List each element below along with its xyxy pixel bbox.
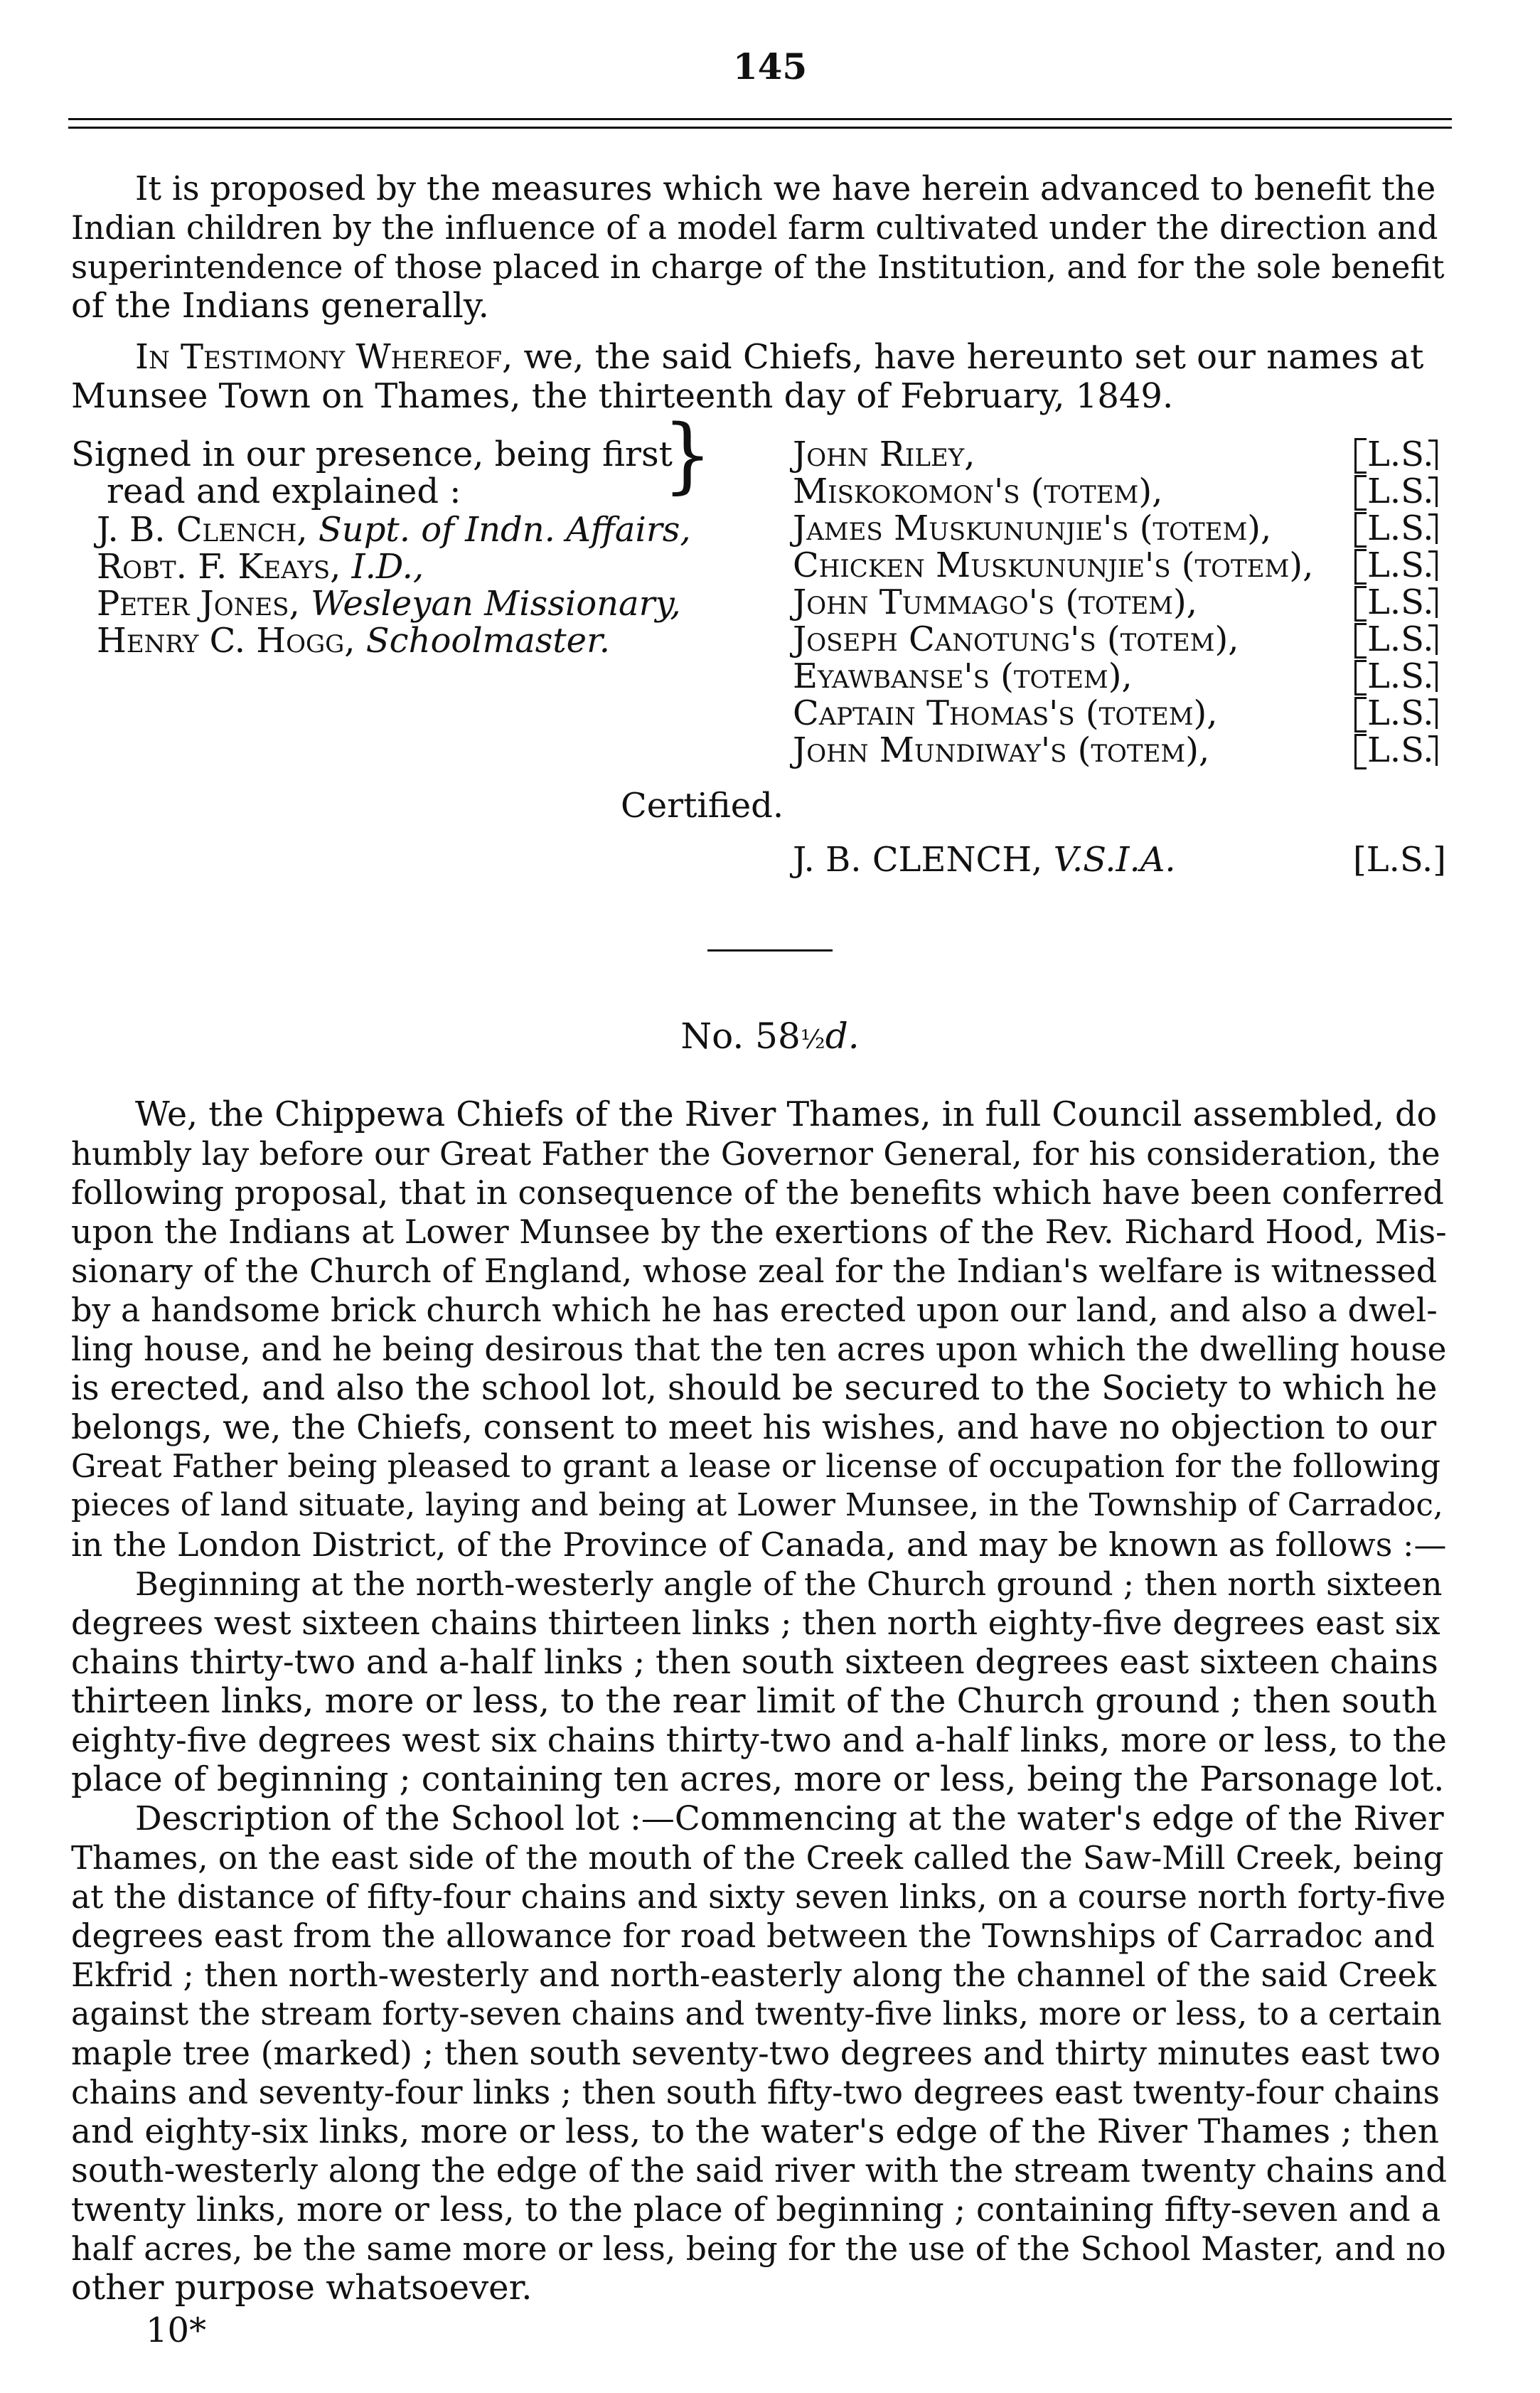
seal-bracket-icon [1354,697,1367,732]
seal-mark: L.S. [1354,472,1434,511]
header-rule-top [68,118,1452,120]
text-line: thirteen links, more or less, to the rear limit of the Church ground ; then south [71,1681,1438,1721]
certified-signature: J. B. CLENCH, V.S.I.A. [793,840,1176,880]
text-line: against the stream forty-seven chains and twenty-five links, more or less, to a certain [71,1996,1442,2032]
signatory-name: John Mundiway's (totem), [793,730,1210,770]
text-line: upon the Indians at Lower Munsee by the exertions of the Rev. Richard Hood, Mis- [71,1213,1447,1251]
text-line: south-westerly along the edge of the said river with the stream twenty chains and [71,2151,1448,2190]
signatory-name: James Muskununjie's (totem), [793,508,1272,548]
seal-bracket-icon [1428,735,1438,766]
seal-bracket-icon [1354,438,1367,474]
seal-bracket-icon [1428,661,1438,692]
text-line: Beginning at the north-westerly angle of the Church ground ; then north sixteen [135,1565,1443,1603]
seal-bracket-icon [1428,550,1438,581]
signatory-name: Joseph Canotung's (totem), [793,619,1239,659]
testimony-text: we, the said Chiefs, have hereunto set our names at [513,337,1424,377]
paragraph-proposal [71,169,1448,326]
text-line: chains and seventy-four links ; then south fifty-two degrees east twenty-four chains [71,2074,1440,2111]
certified-seal: [L.S.] [1353,840,1447,880]
seal-bracket-icon [1354,586,1367,622]
witness-brace: } [663,406,712,503]
text-line: and eighty-six links, more or less, to the water's edge of the River Thames ; then [71,2112,1440,2151]
witness-name: Robt. F. Keays, I.D., [97,547,424,587]
seal-bracket-icon [1354,549,1367,585]
signatory-name: Chicken Muskununjie's (totem), [793,545,1314,585]
section-divider [707,949,833,952]
seal-bracket-icon [1428,439,1438,470]
paragraph-testimony [71,338,1448,416]
seal-mark: L.S. [1354,657,1434,696]
text-line: other purpose whatsoever. [71,2268,533,2308]
text-line: place of beginning ; containing ten acres, more or less, being the Parsonage lot. [71,1760,1445,1799]
signatory-name: Eyawbanse's (totem), [793,656,1133,696]
seal-bracket-icon [1354,734,1367,769]
header-rule-bottom [68,127,1452,129]
paragraph-school-lot [71,1799,1448,2308]
text-line: humbly lay before our Great Father the Governor General, for his consideration, the [71,1135,1440,1173]
text-line: Thames, on the east side of the mouth of the Creek called the Saw-Mill Creek, being [71,1839,1444,1877]
document-number-heading: No. 58½d. [680,1016,860,1057]
text-line: Ekfrid ; then north-westerly and north-easterly along the channel of the said Creek [71,1956,1437,1994]
text-line: at the distance of fifty-four chains and sixty seven links, on a course north forty-five [71,1878,1446,1916]
text-line: following proposal, that in consequence of the benefits which have been conferred [71,1173,1444,1212]
text-line [71,338,1448,377]
text-line: degrees east from the allowance for road between the Townships of Carradoc and [71,1917,1435,1955]
text-line: superintendence of those placed in charge of the Institution, and for the sole benefit [71,248,1445,286]
seal-mark: L.S. [1354,583,1434,622]
seal-mark: L.S. [1354,435,1434,474]
seal-bracket-icon [1354,512,1367,548]
signatory-name: Captain Thomas's (totem), [793,693,1218,733]
text-line: pieces of land situate, laying and being at Lower Munsee, in the Township of Carradoc, [71,1488,1443,1523]
seal-bracket-icon [1428,476,1438,507]
text-line: sionary of the Church of England, whose zeal for the Indian's welfare is witnessed [71,1252,1438,1290]
signature-mark: 10* [146,2311,207,2350]
seal-bracket-icon [1428,513,1438,544]
text-line: ling house, and he being desirous that the ten acres upon which the dwelling house [71,1331,1447,1368]
text-line: is erected, and also the school lot, should be secured to the Society to which he [71,1369,1438,1408]
certified-label: Certified. [621,786,784,826]
witness-name: Henry C. Hogg, Schoolmaster. [97,621,611,661]
paragraph-proposal-hood [71,1095,1448,1565]
text-line: degrees west sixteen chains thirteen links ; then north eighty-five degrees east six [71,1604,1440,1642]
seal-bracket-icon [1428,587,1438,618]
seal-mark: L.S. [1354,546,1434,585]
witness-name: Peter Jones, Wesleyan Missionary, [97,584,681,624]
text-line: Great Father being pleased to grant a lease or license of occupation for the following [71,1449,1441,1485]
page-number: 145 [732,46,808,87]
seal-bracket-icon [1354,623,1367,659]
seal-bracket-icon [1428,624,1438,655]
testimony-lead: In Testimony Whereof, [135,337,513,377]
signatory-name: Miskokomon's (totem), [793,471,1163,511]
text-line: maple tree (marked) ; then south seventy-two degrees and thirty minutes east two [71,2034,1441,2072]
witness-name: J. B. Clench, Supt. of Indn. Affairs, [97,510,691,550]
text-line: twenty links, more or less, to the place of beginning ; containing fifty-seven and a [71,2190,1441,2229]
seal-bracket-icon [1428,698,1438,729]
text-line: It is proposed by the measures which we have herein advanced to benefit the [135,169,1436,208]
signatory-name: John Riley, [793,435,975,474]
signatory-name: John Tummago's (totem), [793,582,1197,622]
paragraph-parsonage-lot [71,1565,1448,1799]
seal-bracket-icon [1354,660,1367,695]
text-line: chains thirty-two and a-half links ; then south sixteen degrees east sixteen chains [71,1643,1438,1681]
seal-mark: L.S. [1354,509,1434,548]
text-line: belongs, we, the Chiefs, consent to meet his wishes, and have no objection to our [71,1408,1437,1446]
seal-bracket-icon [1354,475,1367,511]
text-line: half acres, be the same more or less, being for the use of the School Master, and no [71,2230,1446,2268]
seal-mark: L.S. [1354,694,1434,733]
text-line: in the London District, of the Province of Canada, and may be known as follows :— [71,1525,1447,1564]
text-line: Munsee Town on Thames, the thirteenth day of February, 1849. [71,376,1174,416]
text-line: of the Indians generally. [71,286,489,326]
witness-line-1: Signed in our presence, being first [71,435,673,474]
text-line: We, the Chippewa Chiefs of the River Thames, in full Council assembled, do [135,1095,1438,1134]
text-line: eighty-five degrees west six chains thirty-two and a-half links, more or less, to the [71,1721,1447,1759]
witness-line-2: read and explained : [107,471,461,511]
text-line: by a handsome brick church which he has erected upon our land, and also a dwel- [71,1291,1438,1329]
seal-mark: L.S. [1354,620,1434,659]
seal-mark: L.S. [1354,731,1434,770]
text-line: Description of the School lot :—Commencing at the water's edge of the River [135,1799,1444,1838]
text-line: Indian children by the influence of a model farm cultivated under the direction and [71,209,1438,247]
